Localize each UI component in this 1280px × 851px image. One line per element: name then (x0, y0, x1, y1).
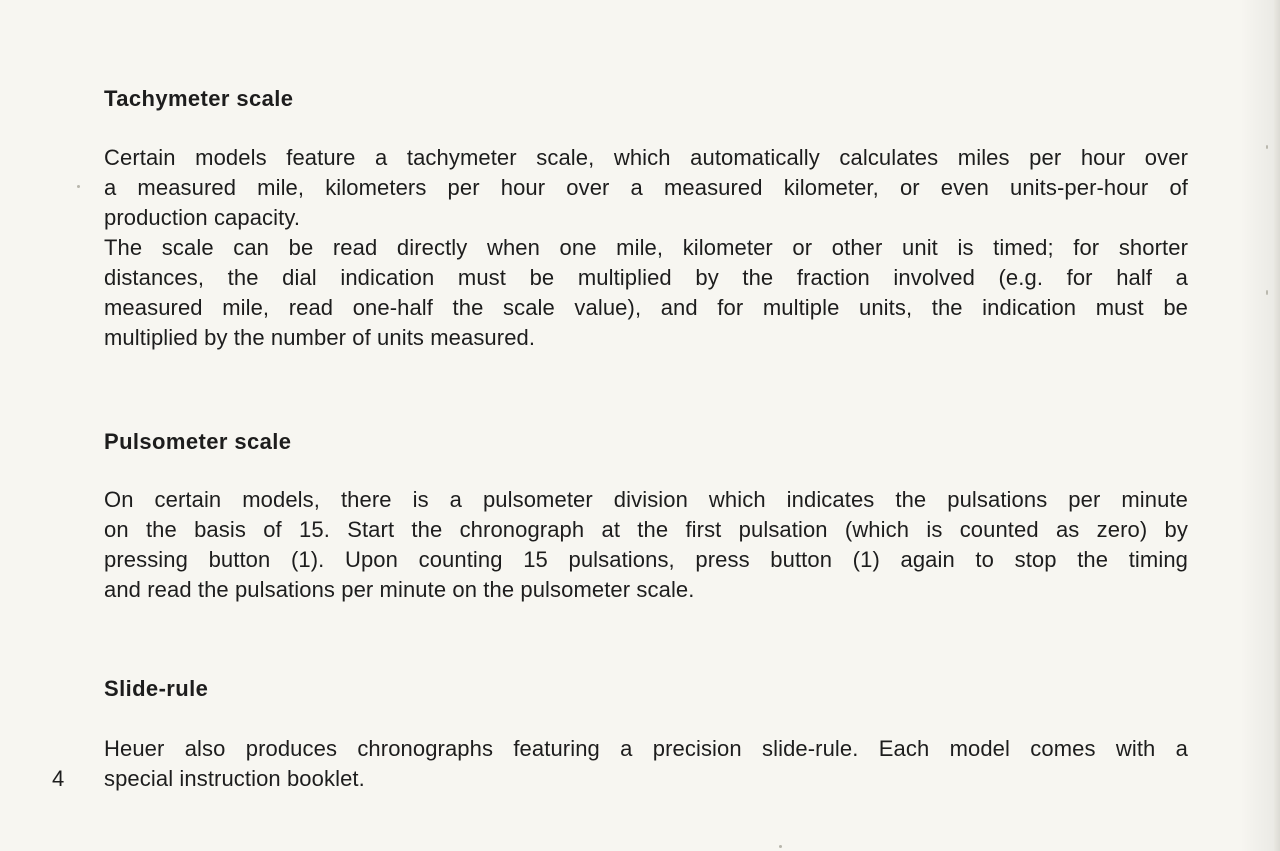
text-line: measured mile, read one-half the scale value), and for multiple units, the indication must be (104, 295, 1188, 320)
text-line: pressing button (1). Upon counting 15 pulsations, press button (1) again to stop the timing (104, 547, 1188, 572)
section-heading-slide-rule: Slide-rule (104, 676, 209, 701)
text-line: distances, the dial indication must be multiplied by the fraction involved (e.g. for half a (104, 265, 1188, 290)
text-line: Heuer also produces chronographs featuring a precision slide-rule. Each model comes with a (104, 736, 1188, 761)
page-edge (1274, 0, 1280, 851)
text-line: special instruction booklet. (104, 766, 365, 791)
section-heading-tachymeter: Tachymeter scale (104, 86, 294, 111)
slide-rule-paragraph (104, 734, 1188, 794)
text-line: The scale can be read directly when one mile, kilometer or other unit is timed; for shorter (104, 235, 1188, 260)
pulsometer-paragraph (104, 485, 1188, 605)
text-line: On certain models, there is a pulsometer division which indicates the pulsations per minute (104, 487, 1188, 512)
text-line: a measured mile, kilometers per hour over a measured kilometer, or even units-per-hour of (104, 175, 1188, 200)
tachymeter-paragraph-2 (104, 233, 1188, 353)
text-line: production capacity. (104, 205, 301, 230)
section-heading-pulsometer: Pulsometer scale (104, 429, 292, 454)
tachymeter-paragraph-1 (104, 143, 1188, 233)
text-line: Certain models feature a tachymeter scale, which automatically calculates miles per hour over (104, 145, 1188, 170)
paper-fleck (77, 185, 80, 188)
text-line: multiplied by the number of units measured. (104, 325, 536, 350)
text-line: on the basis of 15. Start the chronograph at the first pulsation (which is counted as zero) by (104, 517, 1188, 542)
text-line: and read the pulsations per minute on the pulsometer scale. (104, 577, 695, 602)
paper-fleck (779, 845, 782, 848)
page-number: 4 (52, 766, 65, 791)
paper-fleck (1266, 145, 1268, 149)
paper-fleck (1266, 290, 1268, 295)
